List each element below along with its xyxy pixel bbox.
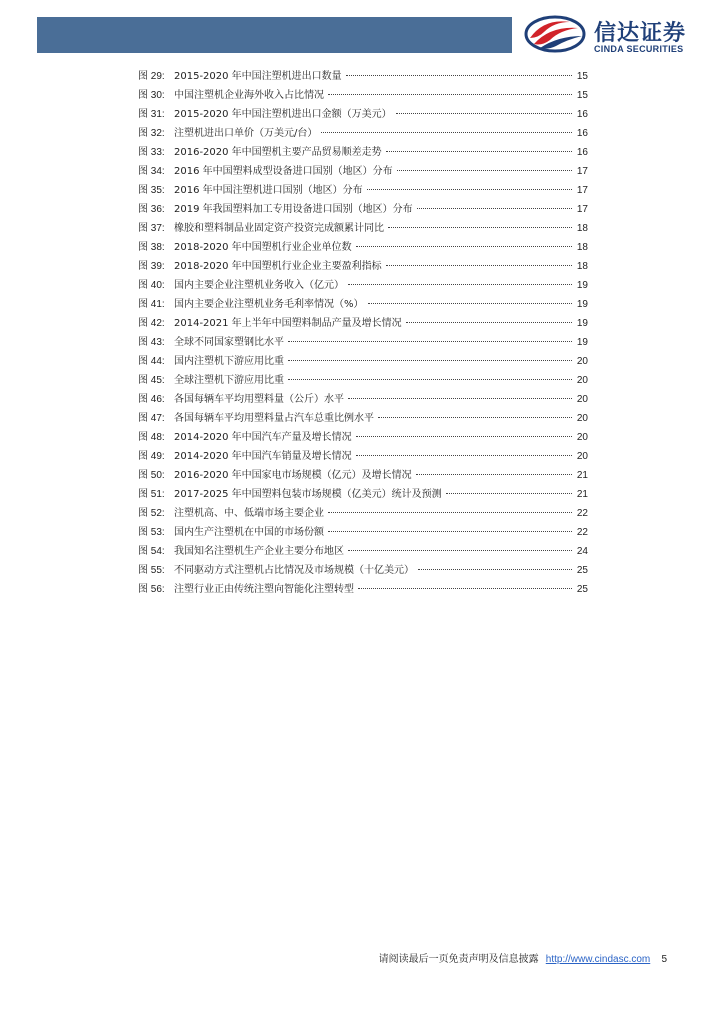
dot-leader [346,75,572,76]
figure-page-number: 24 [576,546,588,557]
figure-number: 图 44: [138,356,165,367]
figure-title: 2018-2020 年中国塑机行业企业主要盈利指标 [174,261,382,272]
dot-leader [321,132,572,133]
figure-title: 不同驱动方式注塑机占比情况及市场规模（十亿美元） [174,565,414,576]
figure-page-number: 16 [576,128,588,139]
figure-page-number: 20 [576,356,588,367]
figure-title: 我国知名注塑机生产企业主要分布地区 [174,546,344,557]
header-bar [37,17,512,53]
figure-number: 图 45: [138,375,165,386]
dot-leader [388,227,572,228]
figure-number: 图 49: [138,451,165,462]
cinda-logo-icon [524,14,586,54]
figure-page-number: 16 [576,147,588,158]
figure-number: 图 52: [138,508,165,519]
figure-page-number: 19 [576,280,588,291]
figure-number: 图 42: [138,318,165,329]
figure-page-number: 15 [576,71,588,82]
figure-page-number: 17 [576,166,588,177]
figure-number: 图 48: [138,432,165,443]
dot-leader [446,493,572,494]
toc-entry[interactable] [138,409,588,428]
figure-title: 2014-2020 年中国汽车产量及增长情况 [174,432,352,443]
dot-leader [356,455,572,456]
figure-page-number: 21 [576,470,588,481]
footer-disclaimer: 请阅读最后一页免责声明及信息披露 [378,954,539,965]
figure-page-number: 19 [576,299,588,310]
toc-entry[interactable] [138,162,588,181]
figure-title: 各国每辆车平均用塑料量（公斤）水平 [174,394,344,405]
figure-title: 2015-2020 年中国注塑机进出口金额（万美元） [174,109,392,120]
figure-page-number: 25 [576,584,588,595]
toc-entry[interactable] [138,295,588,314]
figure-page-number: 22 [576,508,588,519]
dot-leader [378,417,572,418]
figure-title: 2018-2020 年中国塑机行业企业单位数 [174,242,352,253]
dot-leader [288,360,572,361]
dot-leader [356,436,572,437]
figure-page-number: 19 [576,318,588,329]
dot-leader [416,474,572,475]
toc-entry[interactable] [138,390,588,409]
logo-english-text: CINDA SECURITIES [594,44,684,54]
figure-page-number: 19 [576,337,588,348]
figure-title: 注塑机高、中、低端市场主要企业 [174,508,324,519]
dot-leader [288,379,572,380]
figure-title: 2014-2021 年上半年中国塑料制品产量及增长情况 [174,318,402,329]
dot-leader [348,284,572,285]
dot-leader [288,341,572,342]
figure-number: 图 55: [138,565,165,576]
toc-entry[interactable] [138,580,588,599]
toc-entry[interactable] [138,86,588,105]
toc-entry[interactable] [138,504,588,523]
figure-title: 各国每辆车平均用塑料量占汽车总重比例水平 [174,413,374,424]
website-link[interactable]: http://www.cindasc.com [545,954,651,965]
dot-leader [348,550,572,551]
dot-leader [328,512,572,513]
figure-page-number: 20 [576,432,588,443]
figure-page-number: 18 [576,261,588,272]
figure-number: 图 51: [138,489,165,500]
dot-leader [417,208,572,209]
dot-leader [406,322,572,323]
page-number: 5 [661,954,667,965]
figure-page-number: 20 [576,394,588,405]
figure-number: 图 46: [138,394,165,405]
toc-entry[interactable] [138,352,588,371]
dot-leader [367,189,572,190]
toc-entry[interactable] [138,371,588,390]
figure-number: 图 39: [138,261,165,272]
toc-entry[interactable] [138,485,588,504]
figure-number: 图 34: [138,166,165,177]
figure-number: 图 53: [138,527,165,538]
figure-number: 图 30: [138,90,165,101]
dot-leader [348,398,572,399]
figure-page-number: 15 [576,90,588,101]
toc-entry[interactable] [138,523,588,542]
figure-title: 国内生产注塑机在中国的市场份额 [174,527,324,538]
toc-entry[interactable] [138,561,588,580]
figure-number: 图 50: [138,470,165,481]
figure-number: 图 43: [138,337,165,348]
figure-number: 图 35: [138,185,165,196]
footer [379,950,667,965]
figure-number: 图 56: [138,584,165,595]
figure-number: 图 31: [138,109,165,120]
figure-number: 图 54: [138,546,165,557]
toc-entry[interactable] [138,67,588,86]
figure-page-number: 17 [576,185,588,196]
figure-page-number: 16 [576,109,588,120]
dot-leader [397,170,572,171]
dot-leader [328,531,572,532]
dot-leader [386,265,572,266]
toc-entry[interactable] [138,219,588,238]
figure-number: 图 36: [138,204,165,215]
toc-entry[interactable] [138,257,588,276]
figure-title: 2016-2020 年中国家电市场规模（亿元）及增长情况 [174,470,412,481]
figure-title: 2016 年中国注塑机进口国别（地区）分布 [174,185,363,196]
figure-number: 图 38: [138,242,165,253]
toc-entry[interactable] [138,105,588,124]
dot-leader [386,151,572,152]
figure-number: 图 33: [138,147,165,158]
company-logo [524,12,699,58]
logo-chinese-text: 信达证券 [594,21,687,46]
figure-title: 国内注塑机下游应用比重 [174,356,284,367]
figure-title: 全球不同国家塑钢比水平 [174,337,284,348]
dot-leader [396,113,572,114]
figure-title: 中国注塑机企业海外收入占比情况 [174,90,324,101]
figure-number: 图 32: [138,128,165,139]
dot-leader [356,246,572,247]
figure-page-number: 18 [576,242,588,253]
figure-title: 2016-2020 年中国塑机主要产品贸易顺差走势 [174,147,382,158]
toc-entry[interactable] [138,276,588,295]
figure-page-number: 25 [576,565,588,576]
toc-entry[interactable] [138,181,588,200]
dot-leader [358,588,572,589]
figure-page-number: 17 [576,204,588,215]
toc-entry[interactable] [138,447,588,466]
figure-title: 2019 年我国塑料加工专用设备进口国别（地区）分布 [174,204,413,215]
toc-entry[interactable] [138,333,588,352]
figure-title: 2017-2025 年中国塑料包装市场规模（亿美元）统计及预测 [174,489,442,500]
dot-leader [328,94,572,95]
figure-title: 全球注塑机下游应用比重 [174,375,284,386]
toc-entry[interactable] [138,542,588,561]
figure-page-number: 21 [576,489,588,500]
figure-title: 国内主要企业注塑机业务毛利率情况（%） [174,299,364,310]
figure-title: 国内主要企业注塑机业务收入（亿元） [174,280,344,291]
figure-toc-list [138,67,588,599]
figure-number: 图 37: [138,223,165,234]
toc-entry[interactable] [138,200,588,219]
dot-leader [368,303,572,304]
figure-page-number: 20 [576,451,588,462]
dot-leader [418,569,572,570]
toc-entry[interactable] [138,314,588,333]
toc-entry[interactable] [138,428,588,447]
figure-title: 注塑机进出口单价（万美元/台） [174,128,318,139]
figure-title: 注塑行业正由传统注塑向智能化注塑转型 [174,584,354,595]
toc-entry[interactable] [138,143,588,162]
toc-entry[interactable] [138,466,588,485]
figure-number: 图 29: [138,71,165,82]
figure-number: 图 47: [138,413,165,424]
figure-page-number: 20 [576,413,588,424]
figure-title: 2016 年中国塑料成型设备进口国别（地区）分布 [174,166,393,177]
figure-number: 图 40: [138,280,165,291]
figure-title: 2014-2020 年中国汽车销量及增长情况 [174,451,352,462]
toc-entry[interactable] [138,124,588,143]
figure-number: 图 41: [138,299,165,310]
figure-page-number: 20 [576,375,588,386]
figure-page-number: 18 [576,223,588,234]
figure-page-number: 22 [576,527,588,538]
figure-title: 2015-2020 年中国注塑机进出口数量 [174,71,342,82]
figure-title: 橡胶和塑料制品业固定资产投资完成额累计同比 [174,223,384,234]
toc-entry[interactable] [138,238,588,257]
